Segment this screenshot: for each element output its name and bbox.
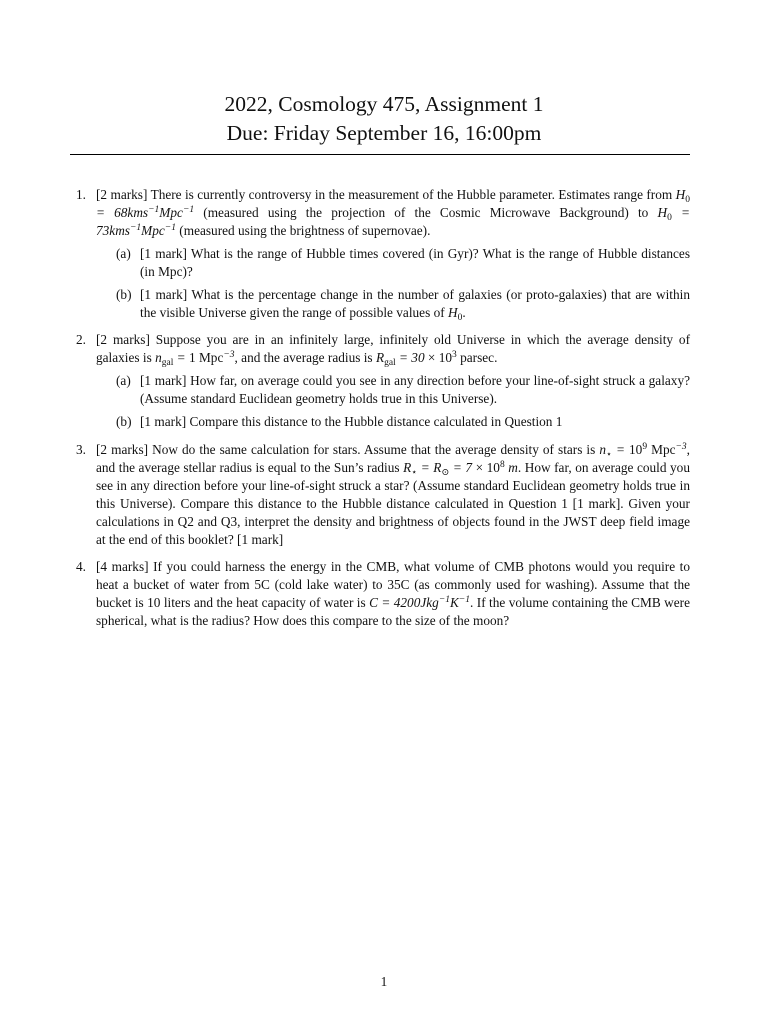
question-text: (measured using the projection of the Cosmic Microwave Background) to: [203, 205, 649, 220]
part-text: What is the percentage change in the number of galaxies (or proto-galaxies) that are within the visible Universe given the range of possible values of: [140, 287, 690, 320]
part-label: (a): [116, 246, 131, 261]
hubble-symbol: $H_0$: [447, 305, 463, 323]
part-label: (a): [116, 373, 131, 388]
part-2a: [116, 372, 690, 408]
marks-label: [2 marks]: [96, 332, 150, 347]
stellar-radius-equation: $R_⋆ = R_⊙ = 7 \times 10^8$ m: [403, 460, 518, 478]
question-text: There is currently controversy in the measurement of the Hubble parameter. Estimates range from: [150, 187, 673, 202]
heat-capacity-equation: $C = 4200Jkg^{-1}K^{-1}$: [369, 595, 471, 610]
question-number: 4.: [76, 559, 86, 574]
marks-label: [2 marks]: [96, 442, 149, 457]
part-1a: [116, 245, 690, 281]
question-text: (measured using the brightness of supernovae).: [179, 223, 431, 238]
marks-label: [1 mark]: [140, 287, 188, 302]
galaxy-density-equation: $n_{gal} = 1$ Mpc$^{-3}$: [155, 350, 235, 368]
question-text: . If the volume containing the CMB were spherical, what is the radius? How does this compare to the size of the moon?: [96, 595, 690, 628]
part-text: Compare this distance to the Hubble distance calculated in Question 1: [189, 414, 563, 429]
question-number: 1.: [76, 187, 86, 202]
part-text: What is the range of Hubble times covered (in Gyr)? What is the range of Hubble distances (in Mpc)?: [140, 246, 690, 279]
assignment-title: 2022, Cosmology 475, Assignment 1: [224, 92, 544, 116]
question-body: [96, 441, 690, 549]
hubble-sn-equation: $H_0 = 73kms^{-1}Mpc^{-1}$: [96, 205, 691, 238]
marks-label: [2 marks]: [96, 187, 148, 202]
question-3: [76, 441, 690, 549]
marks-label: [4 marks]: [96, 559, 149, 574]
hubble-cmb-equation: $H_0 = 68kms^{-1}Mpc^{-1}$: [96, 187, 690, 220]
marks-label: [1 mark]: [140, 246, 187, 261]
marks-label: [1 mark]: [140, 373, 187, 388]
part-label: (b): [116, 287, 132, 302]
question-1: [76, 186, 690, 322]
question-body: [96, 186, 690, 322]
question-number: 3.: [76, 442, 86, 457]
question-body: [96, 558, 690, 630]
question-text: . How far, on average could you see in any direction before your line-of-sight struck a star? (Assume standard Euclidean geometry holds true in this Universe). Compare this distance to the Hubble distance calculated in Question 1 [1 mark]. Given your calculations in Q2 and Q3, interpret the density and brightness of objects found in the JWST deep field image at the end of this booklet? [1 mark]: [96, 460, 690, 547]
header-divider: [70, 154, 690, 155]
question-text: Suppose you are in an infinitely large, infinitely old Universe in which the average density of galaxies is: [96, 332, 690, 365]
star-density-equation: $n_⋆ = 10^9$ Mpc$^{-3}$: [599, 442, 687, 460]
part-1b: [116, 286, 690, 322]
question-text: , and the average stellar radius is equal to the Sun’s radius: [96, 442, 690, 475]
question-2: [76, 331, 690, 431]
galaxy-radius-equation: $R_{gal} = 30 \times 10^3$: [375, 350, 457, 368]
question-body: [96, 331, 690, 431]
question-number: 2.: [76, 332, 86, 347]
part-label: (b): [116, 414, 132, 429]
page-number: 1: [380, 974, 388, 989]
question-text: , and the average radius is: [234, 350, 373, 365]
marks-label: [1 mark]: [140, 414, 187, 429]
question-text: parsec.: [460, 350, 498, 365]
due-date: Due: Friday September 16, 16:00pm: [226, 121, 542, 145]
question-text: Now do the same calculation for stars. Assume that the average density of stars is: [152, 442, 596, 457]
part-text-end: .: [462, 305, 466, 320]
part-text: How far, on average could you see in any direction before your line-of-sight struck a galaxy? (Assume standard Euclidean geometry holds true in this Universe).: [140, 373, 690, 406]
part-2b: [116, 413, 690, 431]
question-text: If you could harness the energy in the CMB, what volume of CMB photons would you require to heat a bucket of water from 5C (cold lake water) to 35C (as commonly used for washing). Assume that the bucket is 10 liters and the heat capacity of water is: [96, 559, 691, 610]
question-4: [76, 558, 690, 630]
